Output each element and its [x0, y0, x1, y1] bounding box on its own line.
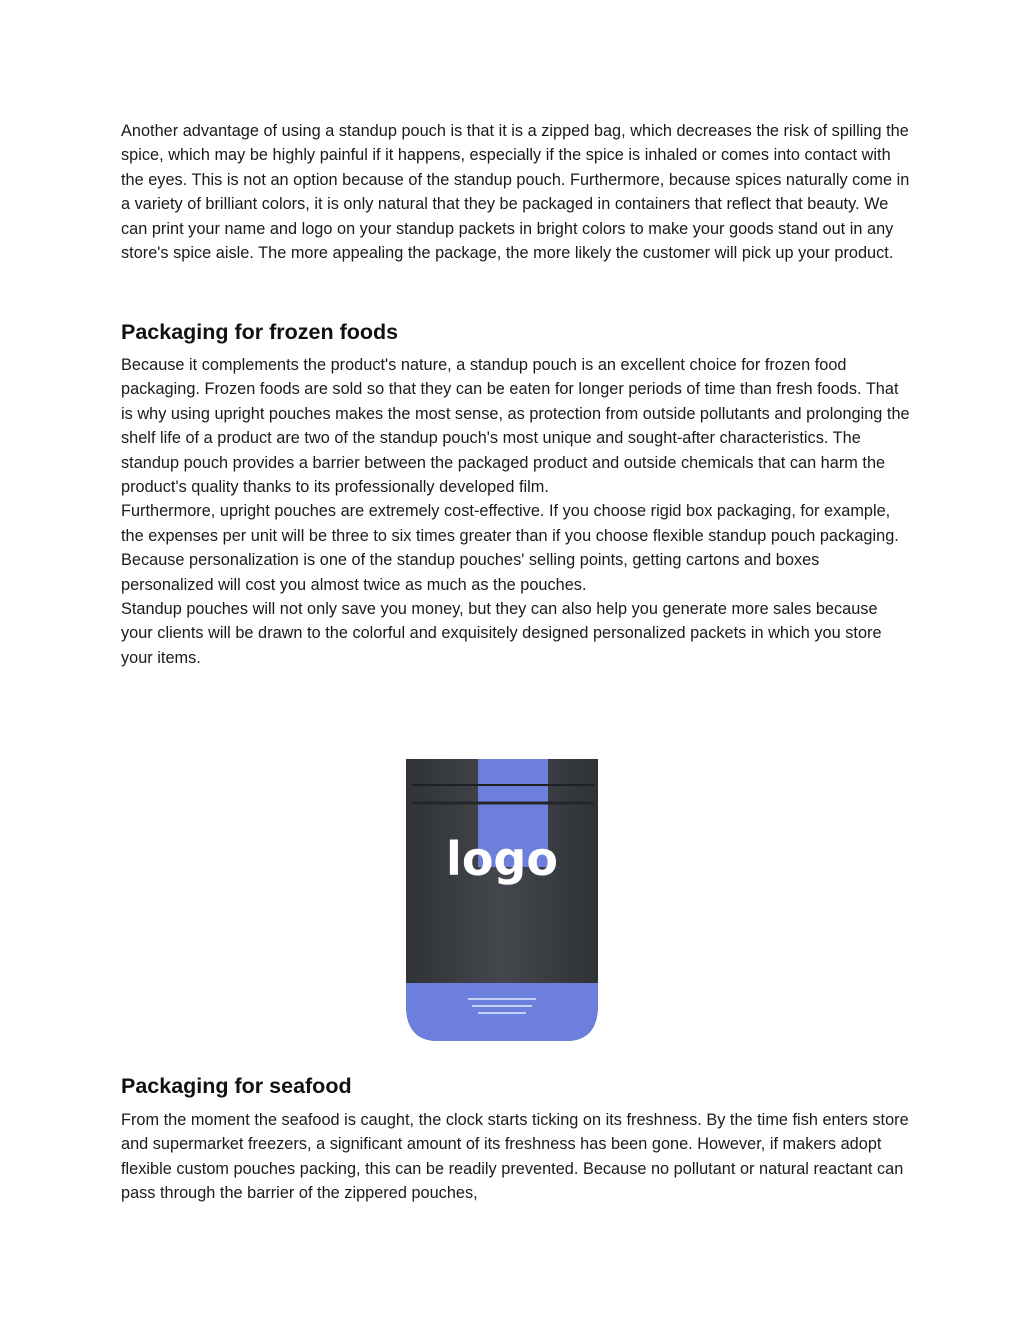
frozen-foods-heading: Packaging for frozen foods	[121, 320, 399, 344]
standup-pouch-illustration	[386, 755, 636, 1045]
pouch-bottom-band	[406, 983, 598, 1041]
frozen-paragraph-1: Because it complements the product's nature, a standup pouch is an excellent choice for frozen food packaging. Frozen foods are sold so that they can be eaten for longer periods of time than fresh foods. That is why using upright pouches makes the most sense, as protection from outside pollutants and prolonging the shelf life of a product are two of the standup pouch's most unique and sought-after characteristics. The standup pouch provides a barrier between the packaged product and outside chemicals that can harm the product's quality thanks to its professionally developed film.	[121, 356, 910, 497]
intro-paragraph: Another advantage of using a standup pouch is that it is a zipped bag, which decreases the risk of spilling the spice, which may be highly painful if it happens, especially if the spice is inhaled or comes into contact with the eyes. This is not an option because of the standup pouch. Furthermore, because spices naturally come in a variety of brilliant colors, it is only natural that they be packaged in containers that reflect that beauty. We can print your name and logo on your standup packets in bright colors to make your goods stand out in any store's spice aisle. The more appealing the package, the more likely the customer will pick up your product.	[121, 122, 910, 263]
pouch-logo-text: logo	[446, 832, 558, 886]
seafood-heading: Packaging for seafood	[121, 1074, 352, 1098]
pouch-image	[386, 755, 636, 1045]
frozen-paragraph-3: Standup pouches will not only save you money, but they can also help you generate more sales because your clients will be drawn to the colorful and exquisitely designed personalized packets in which you store your items.	[121, 600, 882, 667]
seafood-paragraph: From the moment the seafood is caught, the clock starts ticking on its freshness. By the time fish enters store and supermarket freezers, a significant amount of its freshness has been gone. However, if makers adopt flexible custom pouches packing, this can be readily prevented. Because no pollutant or natural reactant can pass through the barrier of the zippered pouches,	[121, 1111, 909, 1203]
frozen-paragraph-2: Furthermore, upright pouches are extremely cost-effective. If you choose rigid box packaging, for example, the expenses per unit will be three to six times greater than if you choose flexible standup pouch packaging. Because personalization is one of the standup pouches' selling points, getting cartons and boxes personalized will cost you almost twice as much as the pouches.	[121, 502, 899, 594]
frozen-foods-section	[121, 353, 911, 670]
